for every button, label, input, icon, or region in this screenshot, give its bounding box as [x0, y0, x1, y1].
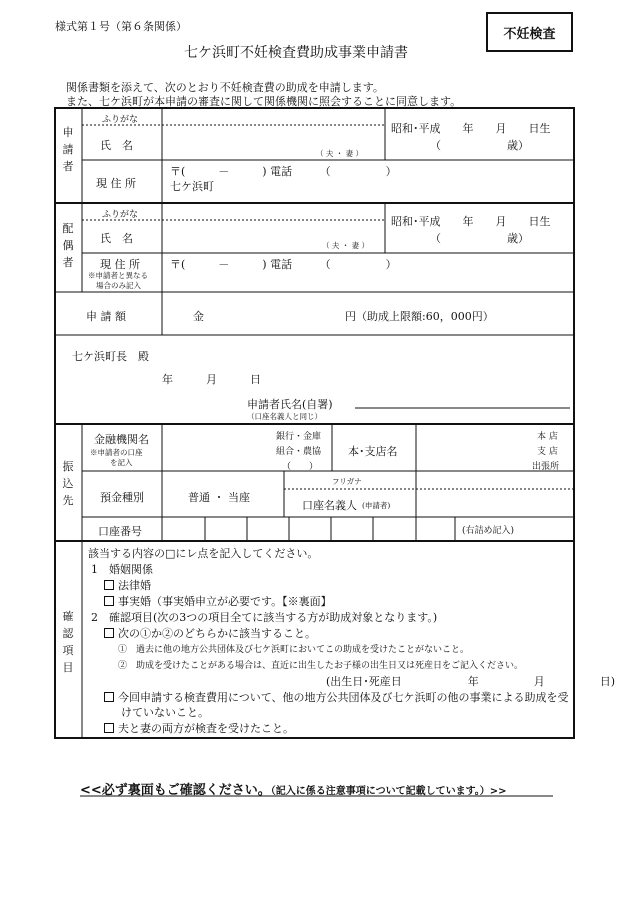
bank-types-2[interactable]: 組合・農協 — [276, 447, 322, 457]
spouse-address-label: 現 住 所 — [100, 258, 140, 271]
intro-text-2: また、七ケ浜町が本申請の審査に関して関係機関に照会することに同意します。 — [66, 95, 462, 108]
bank-institution-note-1: ※申請者の口座 — [90, 448, 143, 457]
bank-institution-note-2: を記入 — [110, 458, 133, 467]
holder-furigana-label: フリガナ — [332, 477, 362, 486]
bank-types-1[interactable]: 銀行・金庫 — [276, 432, 322, 442]
footer-notice — [80, 779, 507, 798]
applicant-postal-phone[interactable]: 〒( － ) 電話 （ ） — [170, 165, 397, 178]
spouse-spouse-option[interactable]: （ 夫 ・ 妻 ） — [322, 241, 370, 250]
footer-main: <<必ず裏面もご確認ください。 — [80, 783, 271, 798]
amount-suffix: 円（助成上限額:60，000円） — [345, 310, 494, 323]
application-date[interactable]: 年 月 日 — [162, 373, 261, 386]
checkbox[interactable] — [104, 692, 114, 702]
branch-type-office[interactable]: 出張所 — [532, 462, 560, 472]
applicant-furigana-label: ふりがな — [102, 115, 139, 125]
section-confirm: 確認項目 — [62, 610, 74, 674]
holder-label: 口座名義人 — [302, 499, 357, 512]
spouse-age[interactable]: （ 歳） — [430, 232, 529, 245]
addressee: 七ケ浜町長 殿 — [72, 350, 149, 363]
bank-types-3: （ ） — [282, 462, 319, 472]
holder-note: (申請者) — [362, 501, 391, 510]
spouse-postal-phone[interactable]: 〒( － ) 電話 （ ） — [170, 258, 397, 271]
form-number: 様式第１号（第６条関係） — [55, 20, 187, 33]
q1-option-legal[interactable]: 法律婚 — [104, 577, 151, 593]
q2-item-c[interactable]: 夫と妻の両方が検査を受けたこと。 — [104, 720, 294, 736]
section-bank: 振込先 — [62, 460, 74, 507]
checkbox[interactable] — [104, 596, 114, 606]
account-number-label: 口座番号 — [98, 525, 142, 538]
q1-heading: 1 婚姻関係 — [91, 563, 153, 576]
applicant-age[interactable]: （ 歳） — [430, 139, 529, 152]
q2-item-a2-date[interactable]: (出生日･死産日 年 月 日) — [326, 675, 616, 688]
spouse-name-label: 氏 名 — [100, 232, 133, 245]
bank-institution-label: 金融機関名 — [94, 433, 149, 446]
applicant-birth-date[interactable]: 昭和･平成 年 月 日生 — [391, 122, 551, 135]
signature-note: （口座名義人と同じ） — [247, 412, 322, 421]
confirm-instruction: 該当する内容の□にレ点を記入してください。 — [88, 547, 319, 560]
checkbox[interactable] — [104, 580, 114, 590]
q2-item-a[interactable]: 次の①か②のどちらかに該当すること。 — [104, 625, 316, 641]
q2-heading: 2 確認項目(次の3つの項目全てに該当する方が助成対象となります。) — [91, 611, 438, 624]
spouse-address-note-1: ※申請者と異なる — [88, 271, 148, 280]
spouse-address-note-2: 場合のみ記入 — [96, 281, 141, 290]
spouse-furigana-label: ふりがな — [102, 210, 139, 220]
intro-text-1: 関係書類を添えて、次のとおり不妊検査費の助成を申請します。 — [66, 81, 384, 94]
form-type-badge: 不妊検査 — [486, 12, 573, 52]
deposit-type-label: 預金種別 — [100, 491, 144, 504]
branch-type-branch[interactable]: 支 店 — [537, 447, 558, 457]
section-applicant: 申請者 — [62, 126, 74, 173]
amount-label: 申 請 額 — [86, 310, 126, 323]
footer-note: （記入に係る注意事項について記載しています。）>> — [270, 786, 507, 797]
q2-item-a1: ① 過去に他の地方公共団体及び七ケ浜町においてこの助成を受けたことがないこと。 — [118, 645, 470, 655]
q2-item-b[interactable]: 今回申請する検査費用について、他の地方公共団体及び七ケ浜町の他の事業による助成を受 — [104, 689, 569, 705]
section-spouse: 配偶者 — [62, 222, 74, 269]
applicant-town: 七ケ浜町 — [170, 180, 214, 193]
checkbox[interactable] — [104, 723, 114, 733]
spouse-birth-date[interactable]: 昭和･平成 年 月 日生 — [391, 215, 551, 228]
q2-item-a2: ② 助成を受けたことがある場合は、直近に出生したお子様の出生日又は死産日をご記入ください。 — [118, 661, 524, 671]
account-number-note: (右詰め記入) — [462, 526, 515, 536]
amount-prefix: 金 — [193, 310, 204, 323]
deposit-type-options[interactable]: 普通 ・ 当座 — [188, 491, 250, 504]
branch-type-main[interactable]: 本 店 — [537, 432, 558, 442]
applicant-spouse-option[interactable]: （ 夫 ・ 妻 ） — [316, 149, 364, 158]
page-title: 七ケ浜町不妊検査費助成事業申請書 — [184, 45, 408, 61]
q1-option-common-law[interactable]: 事実婚（事実婚申立が必要です。【※裏面】 — [104, 593, 332, 609]
checkbox[interactable] — [104, 628, 114, 638]
applicant-address-label: 現 住 所 — [96, 177, 136, 190]
signature-label: 申請者氏名(自署) — [247, 398, 333, 411]
applicant-name-label: 氏 名 — [100, 139, 133, 152]
q2-item-b-cont: けていないこと。 — [121, 706, 209, 719]
branch-label: 本･支店名 — [348, 445, 398, 458]
